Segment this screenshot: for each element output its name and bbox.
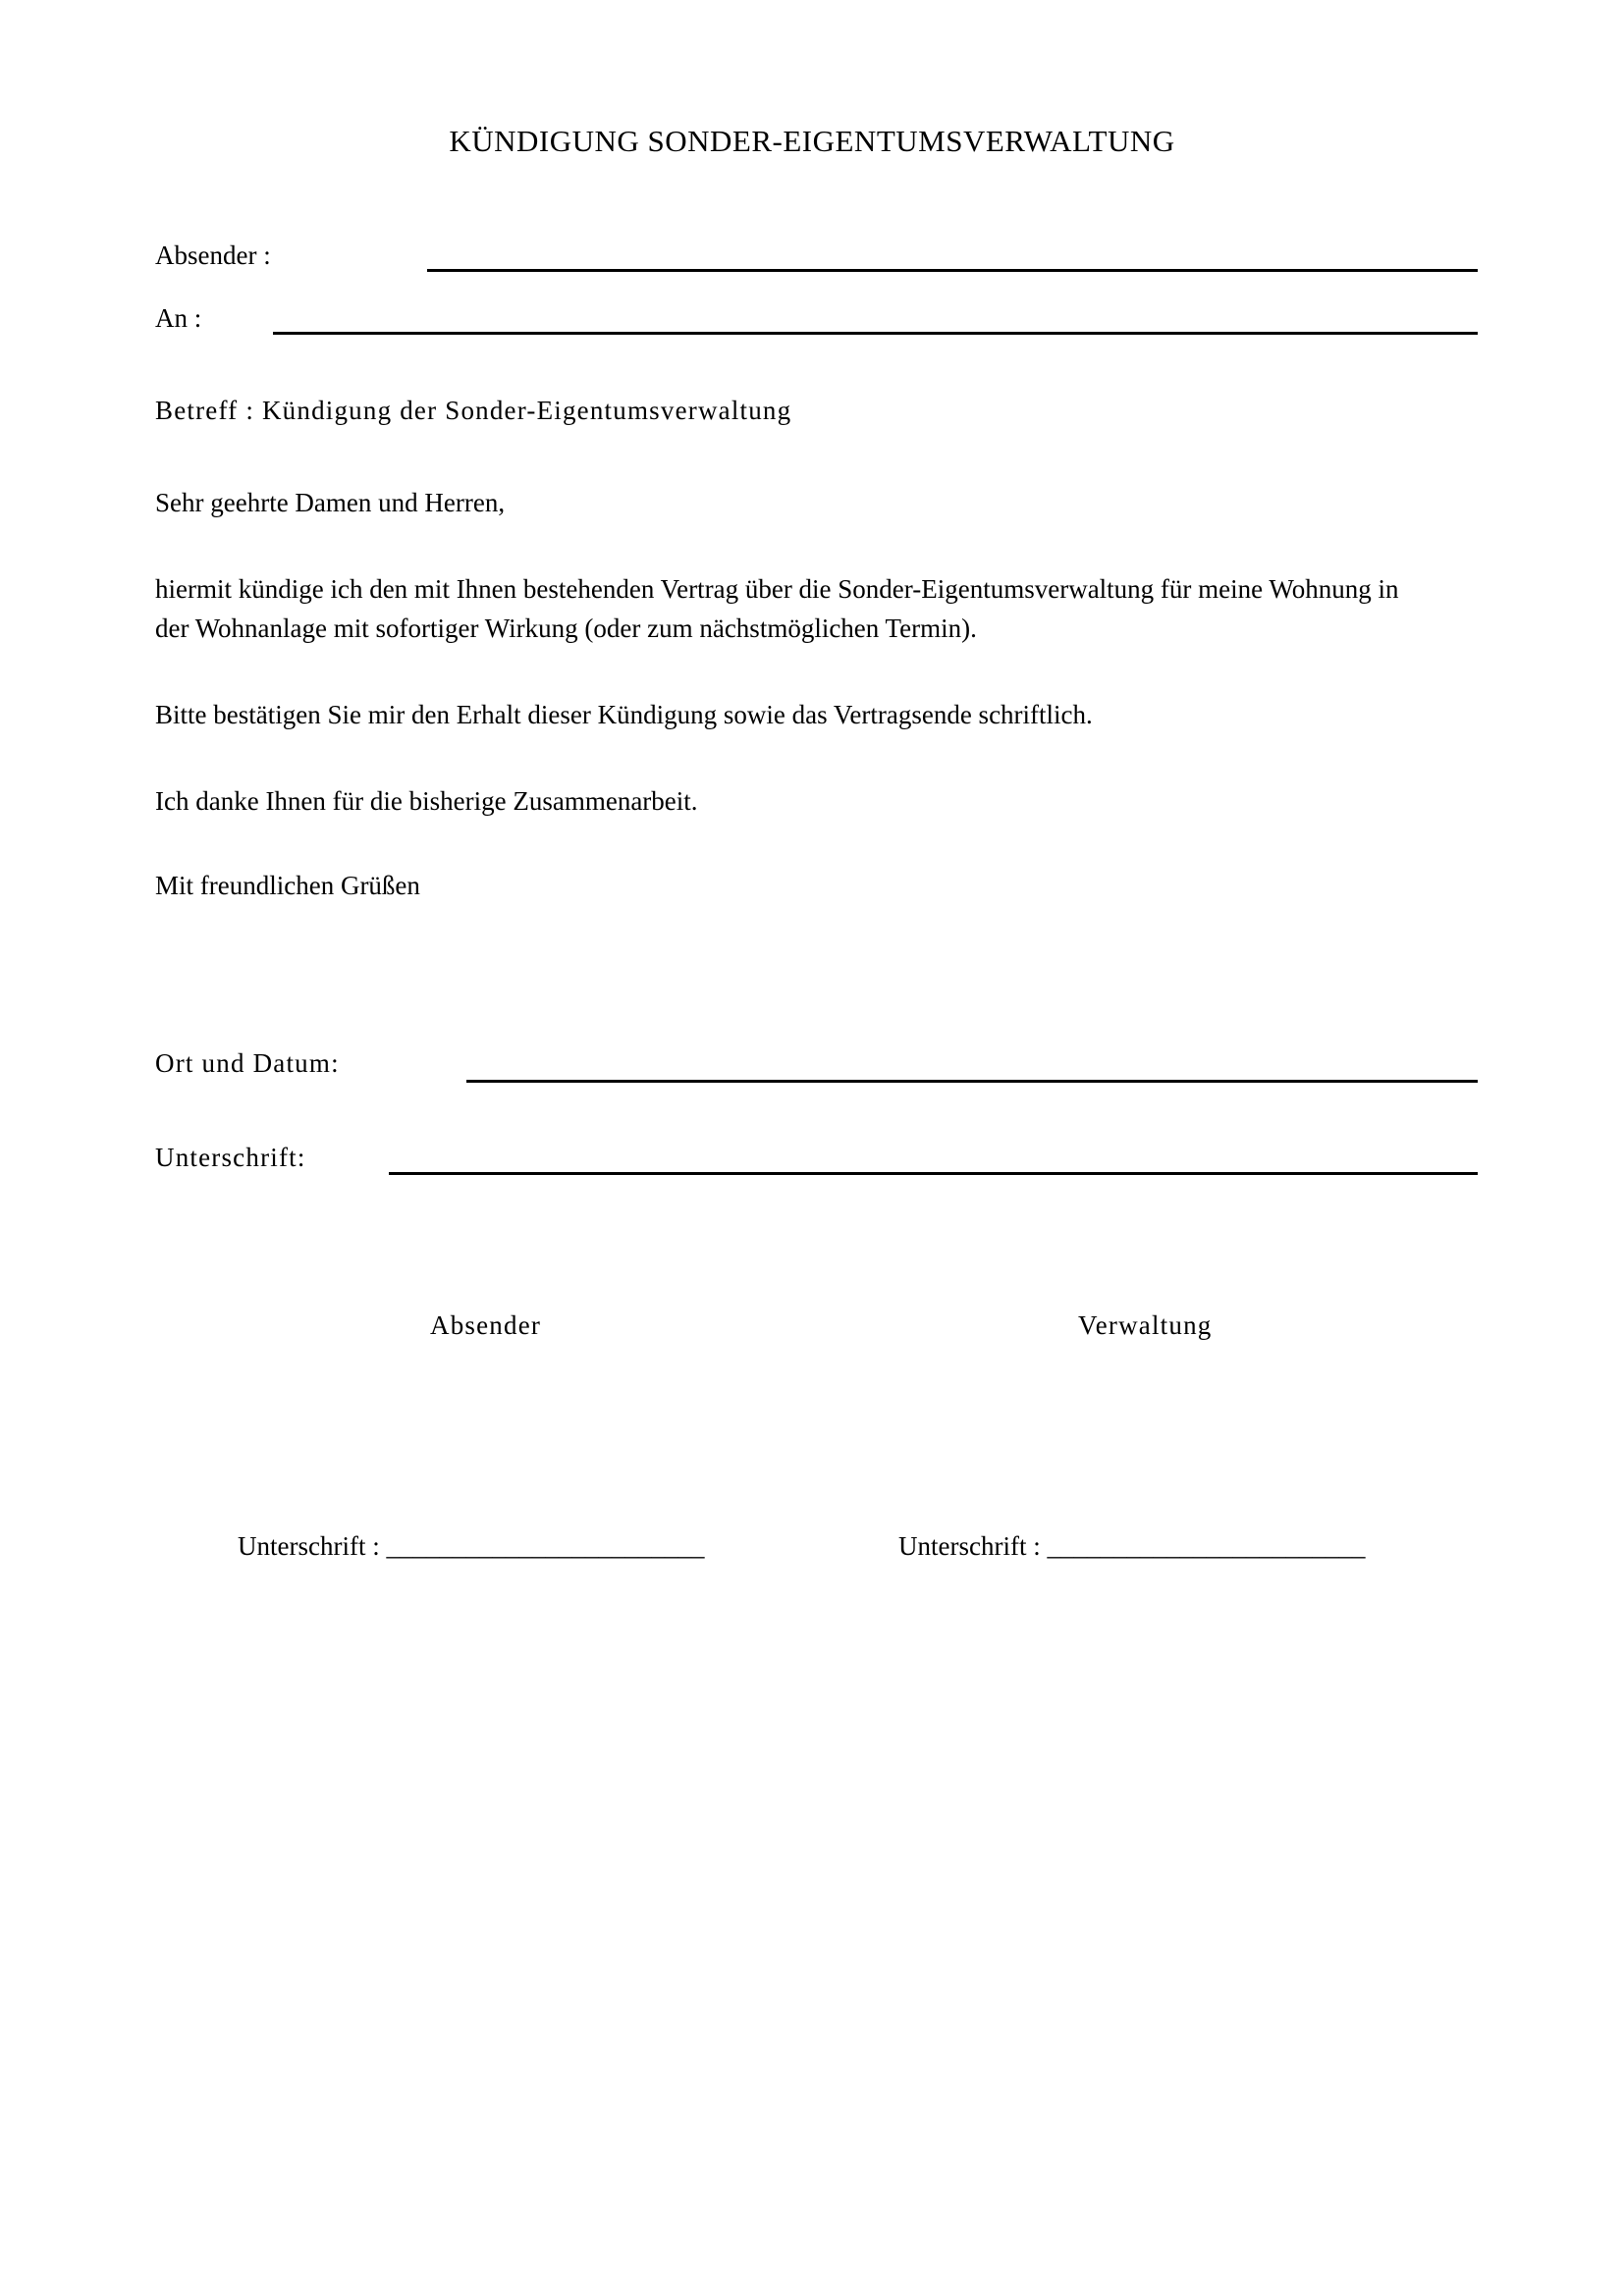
recipient-line[interactable] [273,332,1478,335]
sender-label: Absender : [155,240,271,270]
recipient-label: An : [155,303,202,333]
body-paragraph-3: Ich danke Ihnen für die bisherige Zusammenarbeit. [155,786,698,816]
sender-line[interactable] [427,269,1478,272]
subject-line: Betreff : Kündigung der Sonder-Eigentumsverwaltung [155,396,792,425]
body-paragraph-1-line-1: hiermit kündige ich den mit Ihnen bestehenden Vertrag über die Sonder-Eigentumsverwaltung für meine Wohnung in [155,574,1399,604]
sender-heading: Absender [430,1310,542,1340]
signature-line[interactable] [389,1172,1478,1175]
salutation: Sehr geehrte Damen und Herren, [155,488,506,517]
body-paragraph-1 [155,569,1481,648]
document-title: KÜNDIGUNG SONDER-EIGENTUMSVERWALTUNG [449,124,1175,158]
closing: Mit freundlichen Grüßen [155,871,420,900]
body-paragraph-2: Bitte bestätigen Sie mir den Erhalt dieser Kündigung sowie das Vertragsende schriftlich. [155,700,1093,729]
signature-label: Unterschrift: [155,1143,306,1172]
management-signature-field[interactable]: Unterschrift : ________________________ [898,1531,1366,1561]
management-heading: Verwaltung [1078,1310,1213,1340]
place-date-line[interactable] [466,1080,1478,1083]
place-date-label: Ort und Datum: [155,1048,340,1078]
sender-signature-field[interactable]: Unterschrift : ________________________ [238,1531,705,1561]
body-paragraph-1-line-2: der Wohnanlage mit sofortiger Wirkung (oder zum nächstmöglichen Termin). [155,614,977,643]
